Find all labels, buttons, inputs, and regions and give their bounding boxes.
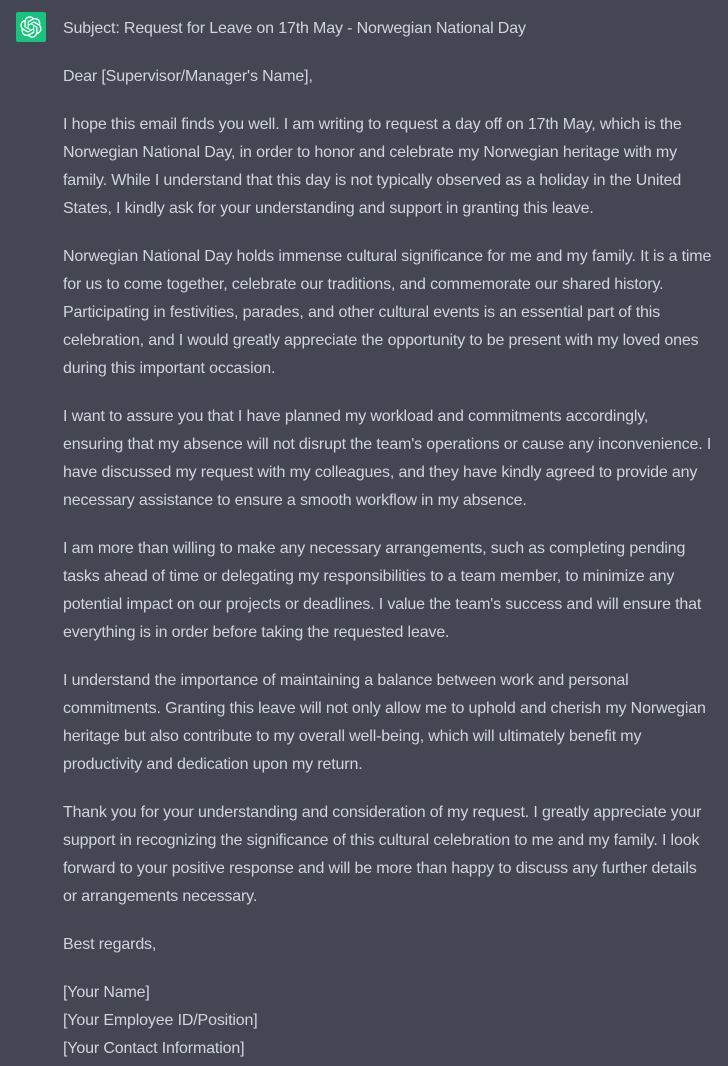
openai-logo-icon [20, 16, 42, 38]
message-content [63, 12, 712, 1063]
signature-line-contact: [Your Contact Information] [63, 1040, 245, 1057]
paragraph-workload: I want to assure you that I have planned my workload and commitments accordingly, ensuring that my absence will not disrupt the team's operations or cause any inconvenience. I have discussed my request with my colleagues, and they have kindly agreed to provide any necessary assistance to ensure a smooth workflow in my absence. [63, 408, 712, 509]
paragraph-arrangements: I am more than willing to make any necessary arrangements, such as completing pending tasks ahead of time or delegating my responsibilities to a team member, to minimize any potential impact on our projects or deadlines. I value the team's success and will ensure that everything is in order before taking the requested leave. [63, 540, 702, 641]
signature-line-name: [Your Name] [63, 984, 150, 1001]
closing: Best regards, [63, 936, 157, 953]
paragraph-balance: I understand the importance of maintaining a balance between work and personal commitments. Granting this leave will not only allow me to uphold and cherish my Norwegian heritage but also contribute to my overall well-being, which will ultimately benefit my productivity and dedication upon my return. [63, 672, 706, 773]
signature-line-position: [Your Employee ID/Position] [63, 1012, 258, 1029]
paragraph-thanks: Thank you for your understanding and consideration of my request. I greatly appreciate your support in recognizing the significance of this cultural celebration to me and my family. I look forward to your positive response and will be more than happy to discuss any further details or arrangements necessary. [63, 804, 702, 905]
assistant-avatar [16, 12, 46, 42]
salutation: Dear [Supervisor/Manager's Name], [63, 68, 313, 85]
paragraph-significance: Norwegian National Day holds immense cultural significance for me and my family. It is a time for us to come together, celebrate our traditions, and commemorate our shared history. Participating in festivities, parades, and other cultural events is an essential part of this celebration, and I would greatly appreciate the opportunity to be present with my loved ones during this important occasion. [63, 248, 712, 377]
paragraph-request: I hope this email finds you well. I am writing to request a day off on 17th May, which is the Norwegian National Day, in order to honor and celebrate my Norwegian heritage with my family. While I understand that this day is not typically observed as a holiday in the United States, I kindly ask for your understanding and support in granting this leave. [63, 116, 682, 217]
signature-block [63, 979, 712, 1063]
subject-line: Subject: Request for Leave on 17th May - Norwegian National Day [63, 20, 526, 37]
